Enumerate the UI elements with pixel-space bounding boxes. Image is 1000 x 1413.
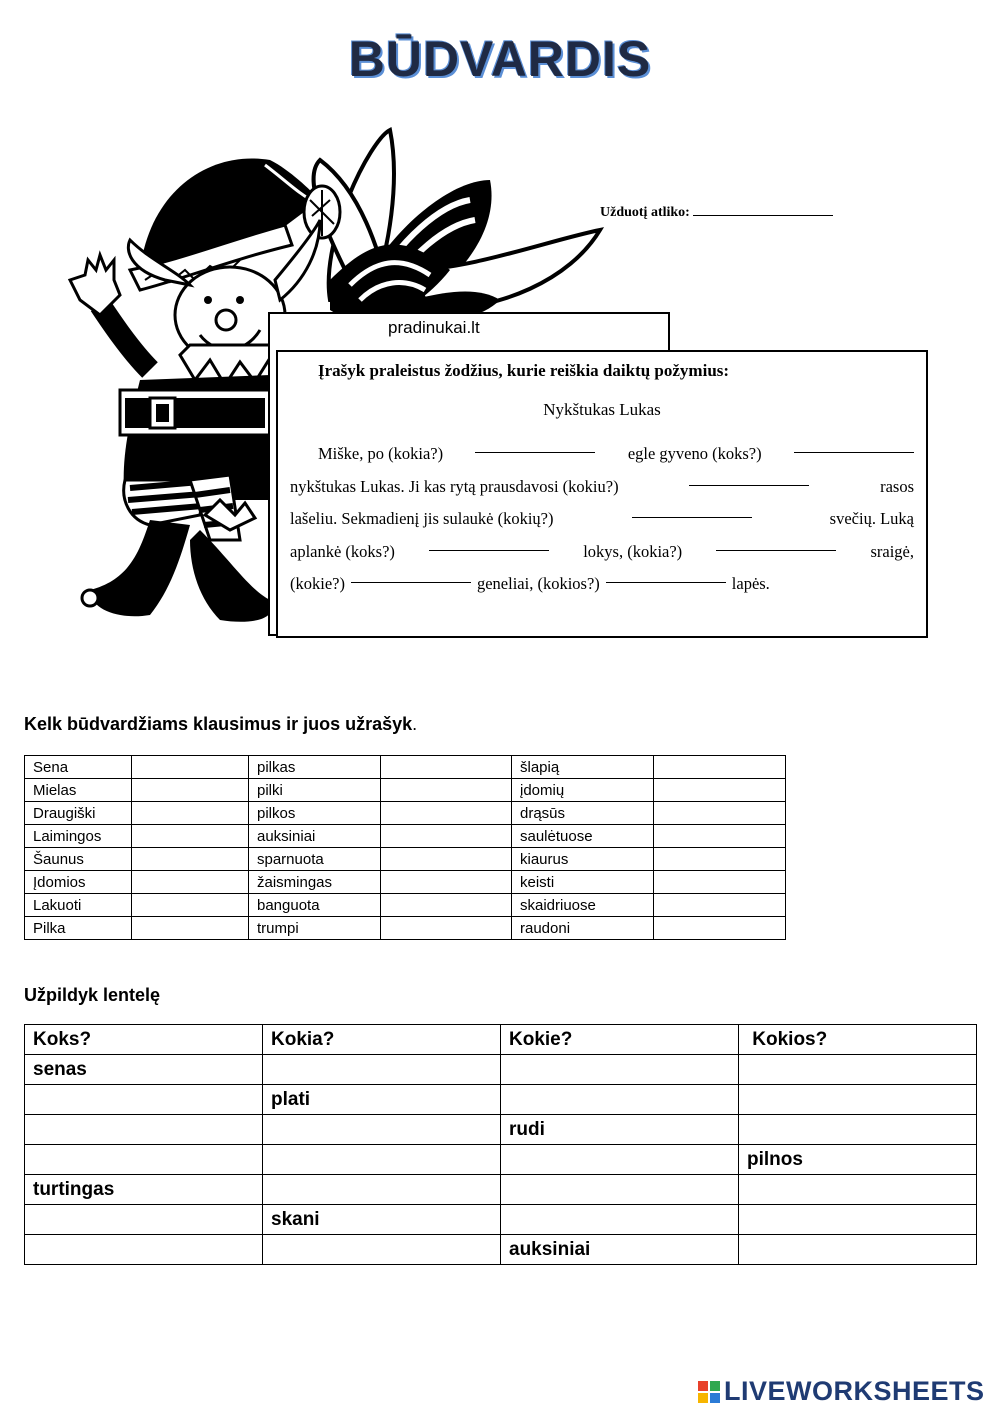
adjective-cell: Šaunus bbox=[25, 848, 132, 871]
given-word-cell: pilnos bbox=[739, 1145, 977, 1175]
adjective-cell: drąsūs bbox=[512, 802, 654, 825]
author-label: Užduotį atliko: bbox=[600, 205, 690, 220]
answer-cell[interactable] bbox=[501, 1145, 739, 1175]
answer-cell[interactable] bbox=[25, 1085, 263, 1115]
question-answer-cell[interactable] bbox=[654, 825, 786, 848]
table-row bbox=[25, 848, 786, 871]
text-line bbox=[290, 503, 914, 536]
given-word-cell: skani bbox=[263, 1205, 501, 1235]
question-answer-cell[interactable] bbox=[381, 848, 512, 871]
answer-cell[interactable] bbox=[501, 1055, 739, 1085]
question-answer-cell[interactable] bbox=[381, 802, 512, 825]
answer-cell[interactable] bbox=[263, 1235, 501, 1265]
question-answer-cell[interactable] bbox=[654, 848, 786, 871]
answer-cell[interactable] bbox=[25, 1205, 263, 1235]
answer-cell[interactable] bbox=[739, 1115, 977, 1145]
adjective-cell: sparnuota bbox=[249, 848, 381, 871]
question-answer-cell[interactable] bbox=[654, 894, 786, 917]
exercise1-subtitle: Nykštukas Lukas bbox=[543, 400, 661, 419]
given-word-cell: rudi bbox=[501, 1115, 739, 1145]
table-row bbox=[25, 1145, 977, 1175]
adjective-cell: Įdomios bbox=[25, 871, 132, 894]
text-line bbox=[290, 568, 914, 601]
exercise1-heading: Įrašyk praleistus žodžius, kurie reiškia daiktų požymius: bbox=[318, 361, 730, 380]
exercise1-text bbox=[290, 438, 914, 601]
question-answer-cell[interactable] bbox=[132, 825, 249, 848]
exercise2-title-period: . bbox=[412, 714, 418, 734]
page-title: BŪDVARDIS bbox=[348, 31, 652, 87]
text-fragment: svečių. Luką bbox=[829, 509, 914, 528]
author-field bbox=[600, 203, 833, 221]
table-row bbox=[25, 756, 786, 779]
column-header: Kokia? bbox=[263, 1025, 501, 1055]
adjective-cell: Pilka bbox=[25, 917, 132, 940]
adjective-cell: Sena bbox=[25, 756, 132, 779]
given-word-cell: turtingas bbox=[25, 1175, 263, 1205]
logo-text: LIVEWORKSHEETS bbox=[724, 1376, 985, 1406]
question-answer-cell[interactable] bbox=[381, 779, 512, 802]
adjective-cell: kiaurus bbox=[512, 848, 654, 871]
answer-cell[interactable] bbox=[739, 1175, 977, 1205]
answer-cell[interactable] bbox=[263, 1175, 501, 1205]
question-answer-cell[interactable] bbox=[132, 917, 249, 940]
answer-blank[interactable] bbox=[716, 536, 836, 551]
table-row bbox=[25, 1055, 977, 1085]
exercise2-title bbox=[24, 714, 417, 735]
adjective-cell: pilki bbox=[249, 779, 381, 802]
answer-blank[interactable] bbox=[689, 471, 809, 486]
text-fragment: Miške, po (kokia?) bbox=[318, 444, 444, 463]
exercise2-title-text: Kelk būdvardžiams klausimus ir juos užrašyk bbox=[24, 714, 413, 734]
answer-cell[interactable] bbox=[25, 1235, 263, 1265]
text-line bbox=[290, 536, 914, 569]
answer-cell[interactable] bbox=[501, 1175, 739, 1205]
adjective-cell: banguota bbox=[249, 894, 381, 917]
question-answer-cell[interactable] bbox=[132, 756, 249, 779]
table-row bbox=[25, 825, 786, 848]
column-header: Koks? bbox=[25, 1025, 263, 1055]
text-fragment: aplankė (koks?) bbox=[290, 541, 395, 561]
adjective-cell: Laimingos bbox=[25, 825, 132, 848]
question-answer-cell[interactable] bbox=[654, 871, 786, 894]
question-answer-cell[interactable] bbox=[381, 825, 512, 848]
question-answer-cell[interactable] bbox=[381, 871, 512, 894]
question-answer-cell[interactable] bbox=[381, 894, 512, 917]
logo-blocks-icon bbox=[698, 1381, 720, 1403]
answer-cell[interactable] bbox=[501, 1085, 739, 1115]
adjective-cell: žaismingas bbox=[249, 871, 381, 894]
adjective-cell: raudoni bbox=[512, 917, 654, 940]
question-answer-cell[interactable] bbox=[654, 917, 786, 940]
answer-cell[interactable] bbox=[739, 1055, 977, 1085]
table-row bbox=[25, 1115, 977, 1145]
question-answer-cell[interactable] bbox=[132, 779, 249, 802]
site-label: pradinukai.lt bbox=[388, 318, 480, 337]
answer-cell[interactable] bbox=[501, 1205, 739, 1235]
adjective-cell: Lakuoti bbox=[25, 894, 132, 917]
table-row bbox=[25, 1085, 977, 1115]
exercise3-title: Užpildyk lentelę bbox=[24, 985, 161, 1005]
adjective-cell: keisti bbox=[512, 871, 654, 894]
answer-cell[interactable] bbox=[25, 1115, 263, 1145]
table-row bbox=[25, 1235, 977, 1265]
exercise1-card bbox=[276, 350, 928, 638]
adjectives-table bbox=[24, 755, 786, 940]
text-fragment: lapės. bbox=[731, 574, 770, 593]
answer-blank[interactable] bbox=[475, 438, 595, 453]
text-fragment: rasos bbox=[880, 476, 914, 496]
adjective-cell: Mielas bbox=[25, 779, 132, 802]
logo-block bbox=[698, 1381, 708, 1391]
text-fragment: lokys, (kokia?) bbox=[583, 541, 683, 561]
liveworksheets-logo bbox=[698, 1376, 985, 1407]
answer-cell[interactable] bbox=[739, 1205, 977, 1235]
table-row bbox=[25, 917, 786, 940]
author-blank[interactable] bbox=[693, 203, 833, 216]
adjective-cell: šlapią bbox=[512, 756, 654, 779]
adjective-cell: pilkos bbox=[249, 802, 381, 825]
table-row bbox=[25, 894, 786, 917]
answer-blank[interactable] bbox=[606, 568, 726, 583]
text-fragment: egle gyveno (koks?) bbox=[627, 444, 762, 463]
text-line bbox=[290, 438, 914, 471]
fill-table bbox=[24, 1024, 977, 1265]
adjective-cell: auksiniai bbox=[249, 825, 381, 848]
question-answer-cell[interactable] bbox=[654, 756, 786, 779]
header-row bbox=[25, 1025, 977, 1055]
answer-blank[interactable] bbox=[632, 503, 752, 518]
table-row bbox=[25, 779, 786, 802]
answer-blank[interactable] bbox=[794, 438, 914, 453]
question-answer-cell[interactable] bbox=[132, 802, 249, 825]
question-answer-cell[interactable] bbox=[654, 802, 786, 825]
question-answer-cell[interactable] bbox=[132, 871, 249, 894]
text-fragment: nykštukas Lukas. Ji kas rytą prausdavosi (kokiu?) bbox=[290, 476, 619, 496]
text-fragment: geneliai, (kokios?) bbox=[476, 574, 600, 593]
column-header: Kokios? bbox=[739, 1025, 977, 1055]
question-answer-cell[interactable] bbox=[654, 779, 786, 802]
answer-blank[interactable] bbox=[351, 568, 471, 583]
logo-block bbox=[710, 1393, 720, 1403]
text-fragment: sraigė, bbox=[870, 541, 914, 561]
table-row bbox=[25, 1205, 977, 1235]
adjective-cell: įdomių bbox=[512, 779, 654, 802]
adjective-cell: trumpi bbox=[249, 917, 381, 940]
table-row bbox=[25, 1175, 977, 1205]
question-answer-cell[interactable] bbox=[381, 756, 512, 779]
answer-cell[interactable] bbox=[263, 1055, 501, 1085]
text-line bbox=[290, 471, 914, 504]
answer-cell[interactable] bbox=[25, 1145, 263, 1175]
logo-block bbox=[698, 1393, 708, 1403]
given-word-cell: plati bbox=[263, 1085, 501, 1115]
table-row bbox=[25, 871, 786, 894]
adjective-cell: pilkas bbox=[249, 756, 381, 779]
adjective-cell: saulėtuose bbox=[512, 825, 654, 848]
answer-cell[interactable] bbox=[739, 1085, 977, 1115]
text-fragment: (kokie?) bbox=[290, 574, 345, 593]
answer-cell[interactable] bbox=[263, 1145, 501, 1175]
adjective-cell: Draugiški bbox=[25, 802, 132, 825]
given-word-cell: auksiniai bbox=[501, 1235, 739, 1265]
question-answer-cell[interactable] bbox=[132, 848, 249, 871]
answer-cell[interactable] bbox=[263, 1115, 501, 1145]
question-answer-cell[interactable] bbox=[381, 917, 512, 940]
adjective-cell: skaidriuose bbox=[512, 894, 654, 917]
answer-blank[interactable] bbox=[429, 536, 549, 551]
text-fragment: lašeliu. Sekmadienį jis sulaukė (kokių?) bbox=[290, 509, 554, 528]
given-word-cell: senas bbox=[25, 1055, 263, 1085]
table-row bbox=[25, 802, 786, 825]
question-answer-cell[interactable] bbox=[132, 894, 249, 917]
column-header: Kokie? bbox=[501, 1025, 739, 1055]
logo-block bbox=[710, 1381, 720, 1391]
answer-cell[interactable] bbox=[739, 1235, 977, 1265]
